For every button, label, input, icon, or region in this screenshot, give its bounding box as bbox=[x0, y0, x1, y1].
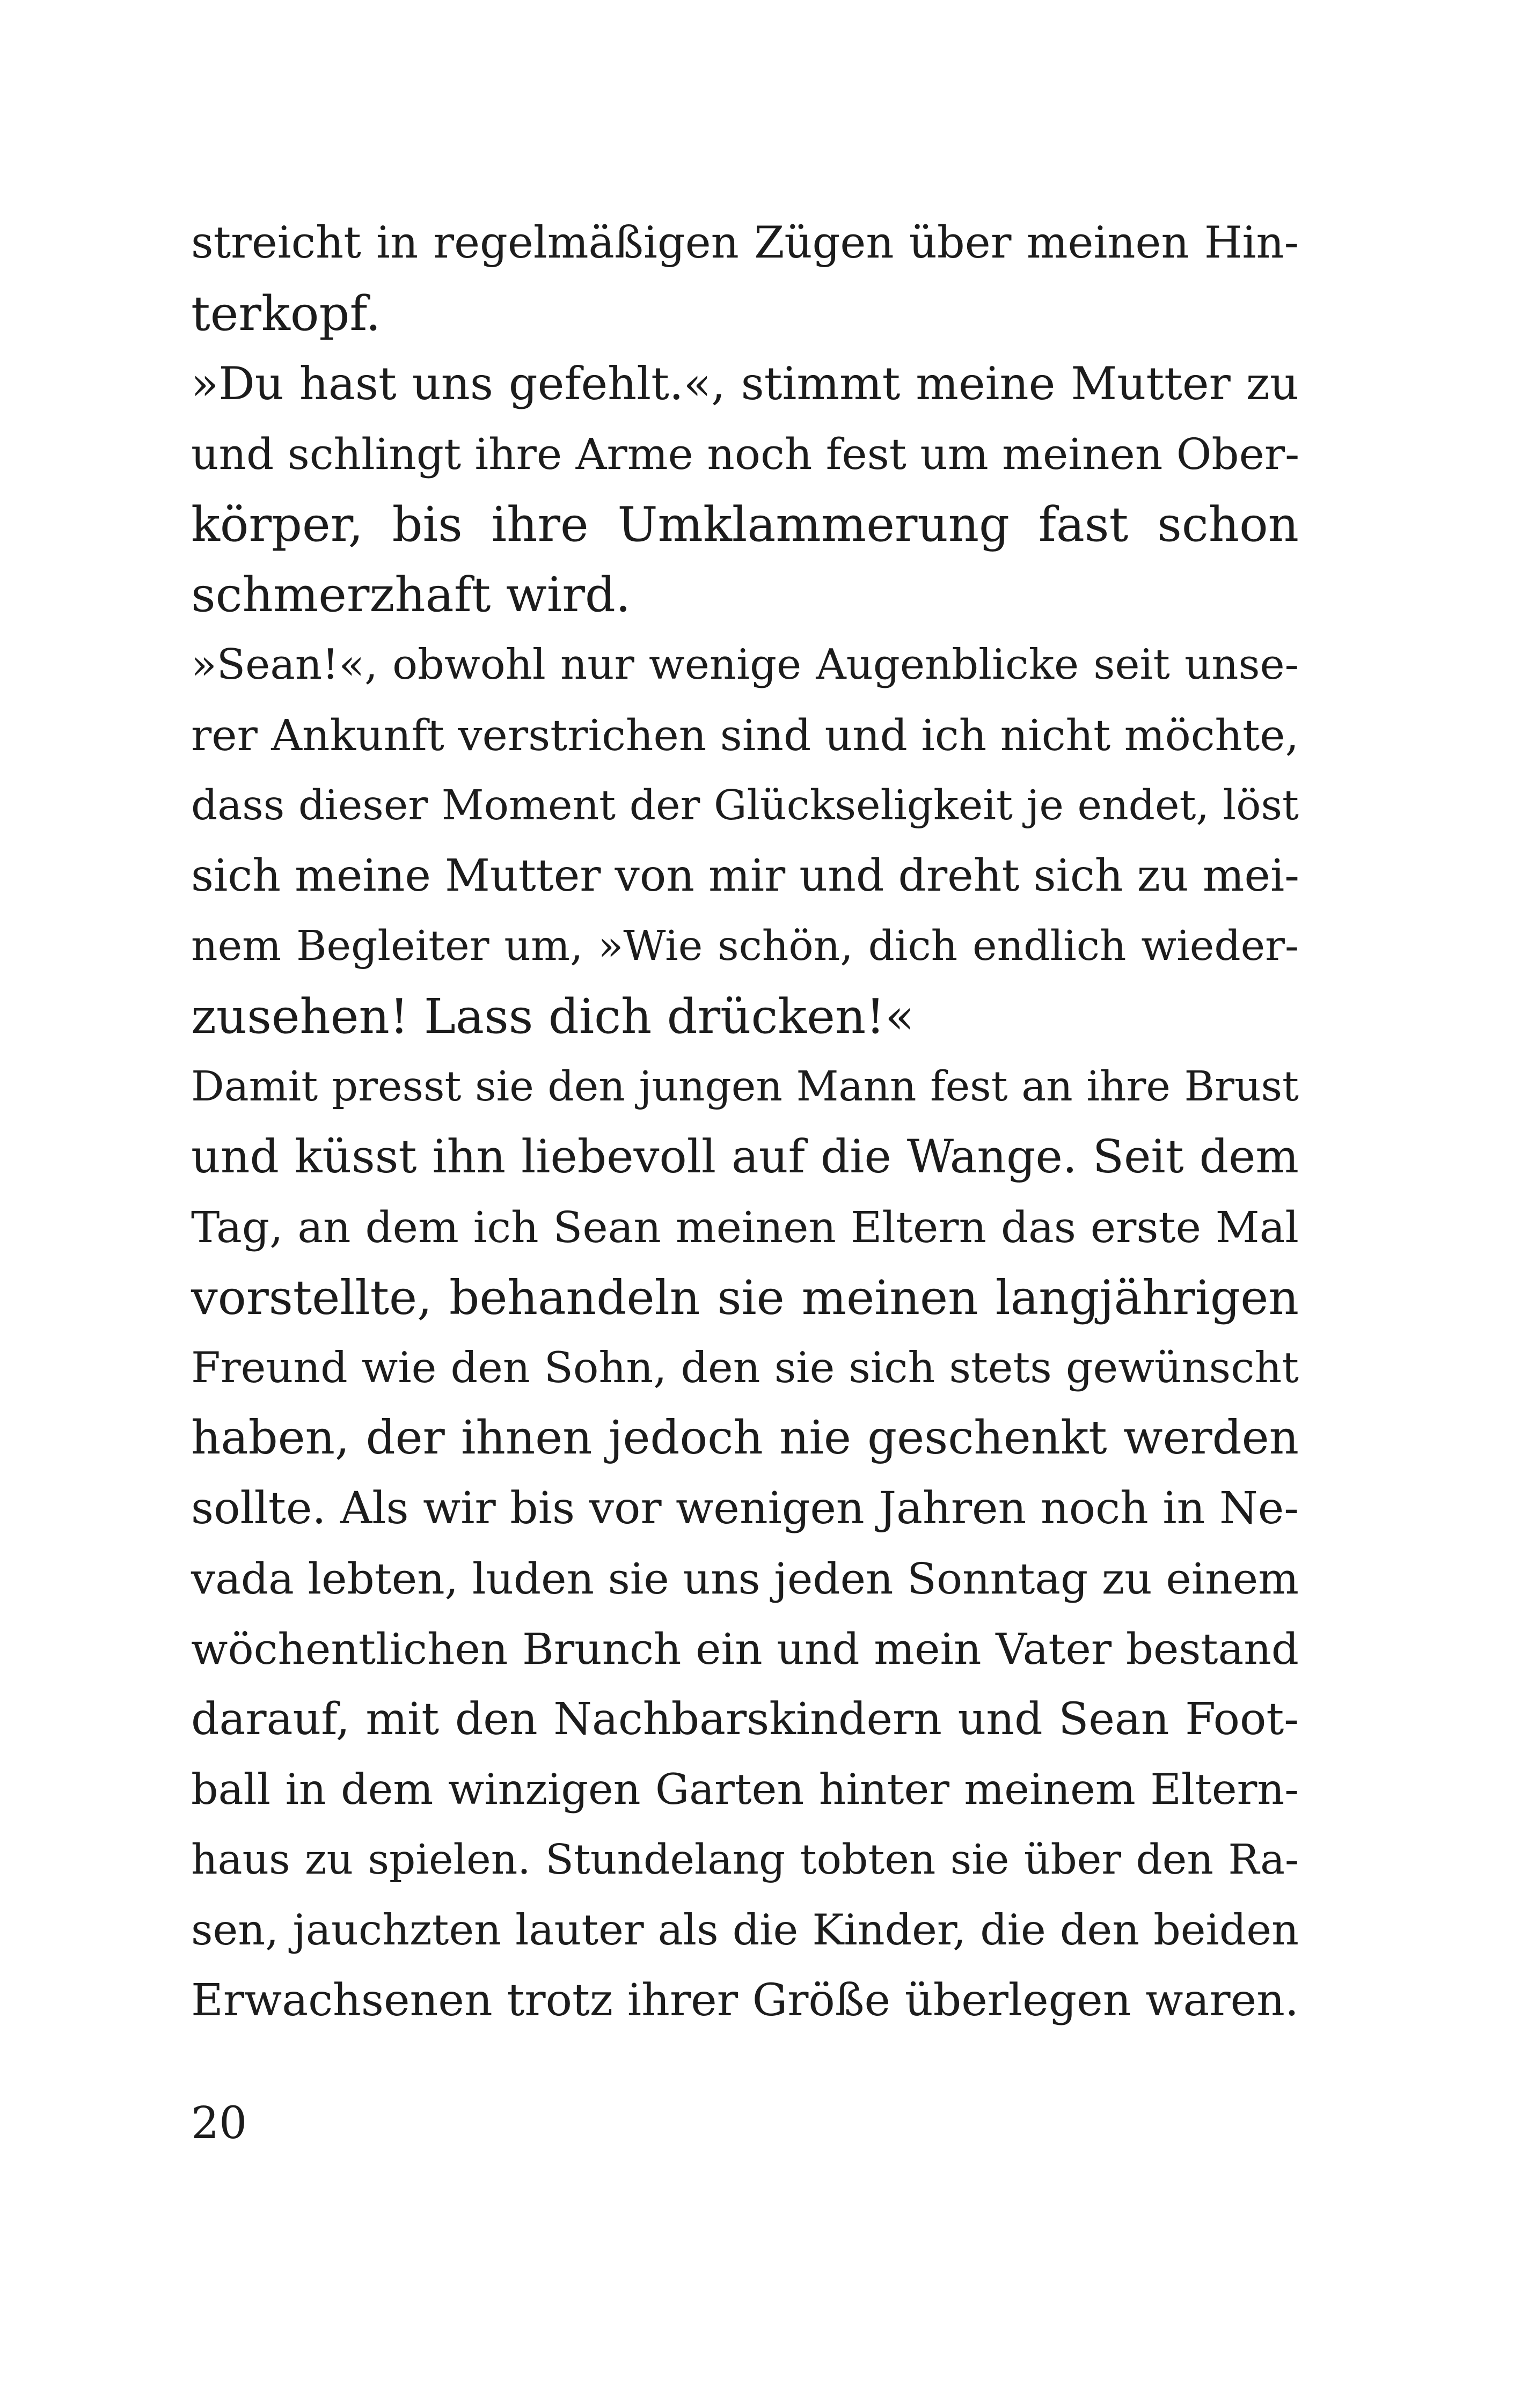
text-line: dass dieser Moment der Glückseligkeit je endet, löst bbox=[191, 782, 1299, 829]
text-line: rer Ankunft verstrichen sind und ich nicht möchte, bbox=[191, 710, 1299, 760]
text-line: haus zu spielen. Stundelang tobten sie über den Ra- bbox=[191, 1836, 1299, 1884]
text-line: Damit presst sie den jungen Mann fest an ihre Brust bbox=[191, 1063, 1299, 1111]
text-line: und küsst ihn liebevoll auf die Wange. Seit dem bbox=[191, 1130, 1299, 1184]
text-line: sollte. Als wir bis vor wenigen Jahren noch in Ne- bbox=[191, 1483, 1299, 1534]
text-line: streicht in regelmäßigen Zügen über meinen Hin- bbox=[191, 218, 1299, 268]
text-line: sich meine Mutter von mir und dreht sich zu mei- bbox=[191, 850, 1299, 901]
page-number: 20 bbox=[191, 2098, 247, 2149]
text-line: terkopf. bbox=[191, 285, 381, 341]
text-line: schmerzhaft wird. bbox=[191, 567, 631, 622]
text-line: sen, jauchzten lauter als die Kinder, die den beiden bbox=[191, 1905, 1299, 1955]
text-line: darauf, mit den Nachbarskindern und Sean Foot- bbox=[191, 1694, 1299, 1745]
text-line: Freund wie den Sohn, den sie sich stets gewünscht bbox=[191, 1343, 1299, 1392]
text-line: nem Begleiter um, »Wie schön, dich endlich wieder- bbox=[191, 922, 1299, 970]
text-line: »Sean!«, obwohl nur wenige Augenblicke seit unse- bbox=[191, 641, 1299, 689]
body-text bbox=[191, 208, 1299, 2036]
text-line: ball in dem winzigen Garten hinter meinem Eltern- bbox=[191, 1765, 1299, 1814]
text-line: Tag, an dem ich Sean meinen Eltern das erste Mal bbox=[191, 1202, 1299, 1252]
text-line: Erwachsenen trotz ihrer Größe überlegen waren. bbox=[191, 1975, 1299, 2026]
text-line: vorstellte, behandeln sie meinen langjährigen bbox=[191, 1270, 1299, 1325]
text-line: zusehen! Lass dich drücken!« bbox=[191, 988, 915, 1044]
text-line: haben, der ihnen jedoch nie geschenkt werden bbox=[191, 1411, 1299, 1465]
text-line: körper, bis ihre Umklammerung fast schon bbox=[191, 496, 1299, 552]
text-line: »Du hast uns gefehlt.«, stimmt meine Mutter zu bbox=[191, 357, 1299, 410]
text-line: wöchentlichen Brunch ein und mein Vater bestand bbox=[191, 1624, 1299, 1674]
text-line: vada lebten, luden sie uns jeden Sonntag zu einem bbox=[191, 1554, 1299, 1604]
text-line: und schlingt ihre Arme noch fest um meinen Ober- bbox=[191, 429, 1300, 479]
